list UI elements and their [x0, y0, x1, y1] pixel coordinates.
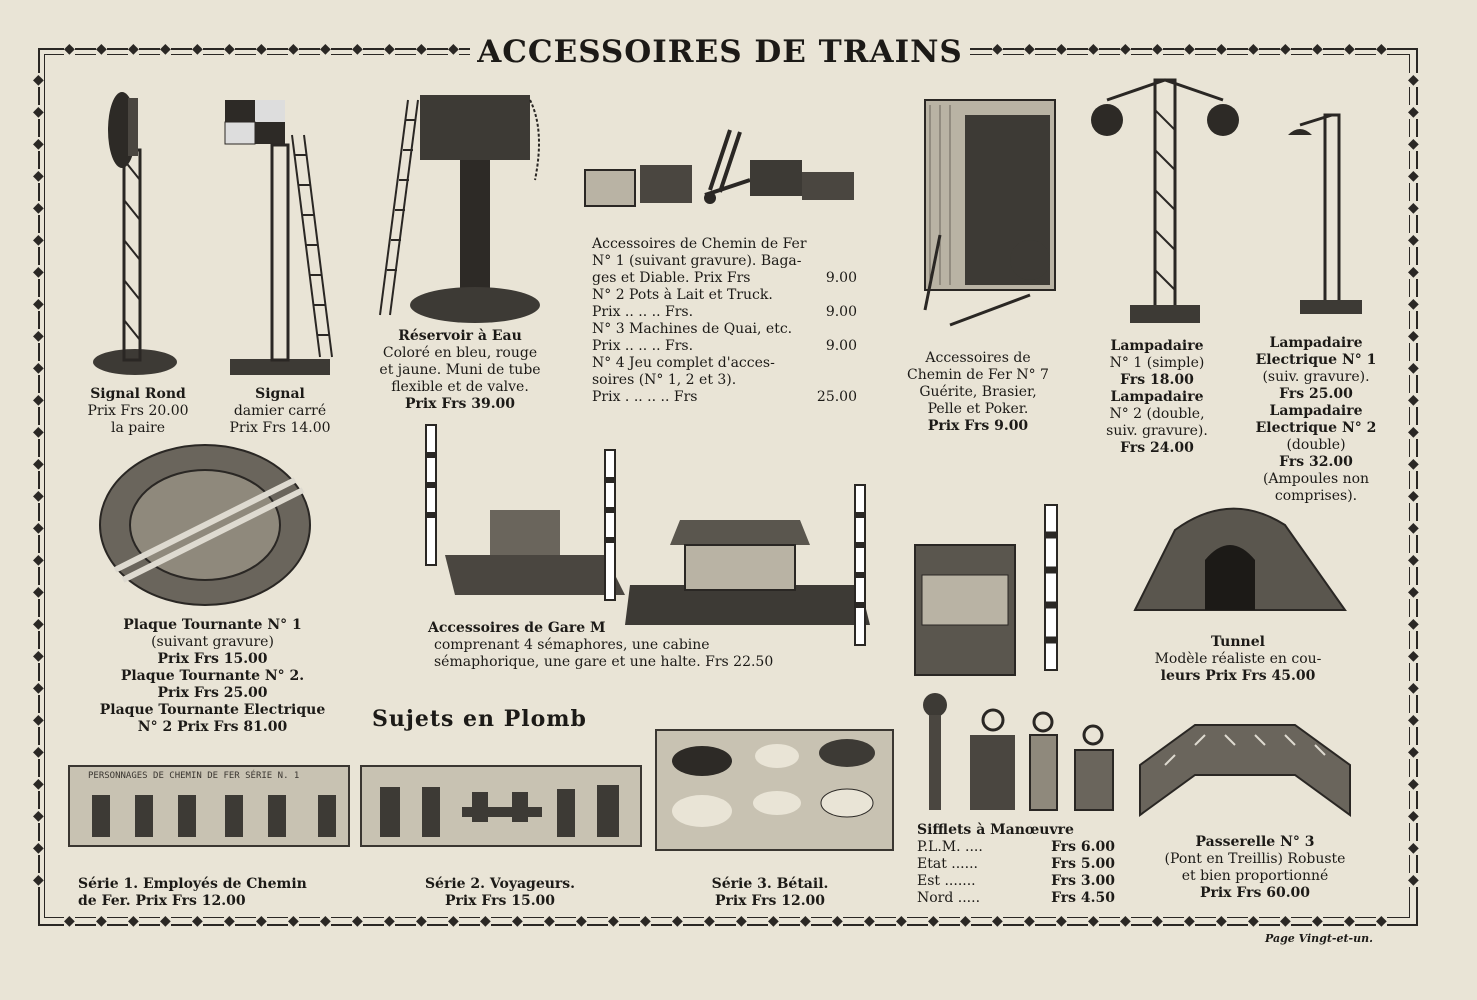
sifflet-row — [917, 873, 1115, 890]
border-diamond: ◆ — [736, 913, 747, 929]
serie-2-caption — [390, 876, 610, 910]
signal-damier-price: Prix Frs 14.00 — [229, 420, 331, 436]
chemin-fer-line — [592, 389, 857, 406]
border-diamond: ◆ — [1248, 913, 1259, 929]
reservoir-line: Coloré en bleu, rouge — [382, 345, 538, 361]
border-diamond: ◆ — [33, 776, 44, 792]
border-diamond: ◆ — [33, 840, 44, 856]
border-diamond: ◆ — [33, 616, 44, 632]
border-diamond: ◆ — [33, 72, 44, 88]
border-diamond: ◆ — [1408, 264, 1419, 280]
tunnel-price: leurs Prix Frs 45.00 — [1160, 668, 1316, 684]
border-diamond: ◆ — [1408, 616, 1419, 632]
signal-rond-caption — [68, 386, 208, 437]
guerite-illustration — [910, 95, 1070, 330]
border-diamond: ◆ — [672, 913, 683, 929]
border-diamond: ◆ — [1024, 913, 1035, 929]
tunnel-illustration — [1130, 500, 1350, 620]
serie-1-caption — [78, 876, 348, 910]
lampadaire-elec-line: (double) — [1286, 437, 1346, 453]
border-diamond: ◆ — [33, 584, 44, 600]
border-diamond: ◆ — [33, 232, 44, 248]
cabine-illustration — [910, 495, 1090, 685]
chemin-fer-line-text: N° 1 (suivant gravure). Baga- — [592, 253, 802, 269]
lampadaire-elec-title: Lampadaire — [1269, 403, 1363, 419]
chemin-fer-line — [592, 270, 857, 287]
sifflet-name: P.L.M. .... — [917, 839, 983, 855]
reservoir-price: Prix Frs 39.00 — [404, 396, 516, 412]
border-diamond: ◆ — [1408, 456, 1419, 472]
border-diamond: ◆ — [1024, 41, 1035, 57]
border-diamond: ◆ — [1408, 808, 1419, 824]
border-diamond: ◆ — [33, 680, 44, 696]
signal-rond-illustration — [80, 90, 190, 380]
border-diamond: ◆ — [288, 913, 299, 929]
border-diamond: ◆ — [33, 872, 44, 888]
border-diamond: ◆ — [1408, 296, 1419, 312]
serie-2-title: Série 2. Voyageurs. — [424, 876, 576, 892]
border-diamond: ◆ — [1376, 913, 1387, 929]
border-diamond: ◆ — [96, 913, 107, 929]
sifflets-caption — [917, 822, 1115, 907]
guerite-line: Pelle et Poker. — [927, 401, 1029, 417]
lampadaire-elec-price: Frs 25.00 — [1279, 386, 1353, 402]
border-diamond: ◆ — [1280, 913, 1291, 929]
border-diamond: ◆ — [1120, 913, 1131, 929]
lampadaire-elec-price: Frs 32.00 — [1279, 454, 1353, 470]
border-diamond: ◆ — [768, 913, 779, 929]
signal-damier-title: Signal — [255, 386, 305, 402]
lampadaire-elec-line: (Ampoules non — [1262, 471, 1370, 487]
border-diamond: ◆ — [352, 913, 363, 929]
gare-title: Accessoires de Gare M — [428, 620, 606, 636]
sifflet-name: Est ....... — [917, 873, 976, 889]
chemin-fer-line-text: ges et Diable. Prix Frs — [592, 270, 751, 286]
chemin-fer-line-text: Prix .. .. .. Frs. — [592, 338, 694, 354]
border-diamond: ◆ — [33, 200, 44, 216]
border-diamond: ◆ — [256, 41, 267, 57]
border-diamond: ◆ — [1408, 424, 1419, 440]
lampadaire-elec-title: Electrique N° 1 — [1255, 352, 1377, 368]
page-number: Page Vingt-et-un. — [1265, 932, 1373, 945]
border-diamond: ◆ — [33, 328, 44, 344]
border-diamond: ◆ — [1408, 392, 1419, 408]
border-diamond: ◆ — [1408, 680, 1419, 696]
border-diamond: ◆ — [33, 296, 44, 312]
border-diamond: ◆ — [1408, 360, 1419, 376]
plaque-title: Plaque Tournante N° 1 — [123, 617, 302, 633]
border-diamond: ◆ — [320, 41, 331, 57]
border-diamond: ◆ — [608, 913, 619, 929]
sujets-en-plomb-heading: Sujets en Plomb — [372, 706, 587, 732]
border-diamond: ◆ — [33, 648, 44, 664]
reservoir-line: et jaune. Muni de tube — [379, 362, 541, 378]
chemin-fer-line-price: 9.00 — [825, 270, 857, 286]
lampadaire-illustration — [1085, 70, 1245, 330]
border-diamond: ◆ — [1408, 520, 1419, 536]
border-diamond: ◆ — [992, 913, 1003, 929]
border-diamond: ◆ — [1408, 584, 1419, 600]
plaque-caption — [75, 617, 350, 736]
border-diamond: ◆ — [1408, 200, 1419, 216]
chemin-fer-line-price: 9.00 — [825, 304, 857, 320]
border-diamond: ◆ — [33, 488, 44, 504]
guerite-line: Accessoires de — [925, 350, 1031, 366]
guerite-line: Chemin de Fer N° 7 — [907, 367, 1049, 383]
border-diamond: ◆ — [33, 808, 44, 824]
border-diamond: ◆ — [33, 424, 44, 440]
lampadaire-title: Lampadaire — [1110, 338, 1204, 354]
border-diamond: ◆ — [992, 41, 1003, 57]
border-diamond: ◆ — [33, 360, 44, 376]
passerelle-price: Prix Frs 60.00 — [1199, 885, 1311, 901]
guerite-caption — [893, 350, 1063, 435]
lampadaire-line: N° 2 (double, — [1109, 406, 1205, 422]
reservoir-caption — [350, 328, 570, 413]
lampadaire-price: Frs 24.00 — [1120, 440, 1194, 456]
chemin-fer-line-text: N° 3 Machines de Quai, etc. — [592, 321, 793, 337]
sifflet-price: Frs 3.00 — [1051, 873, 1115, 889]
passerelle-line: et bien proportionné — [1181, 868, 1329, 884]
sifflet-price: Frs 4.50 — [1051, 890, 1115, 906]
border-diamond: ◆ — [192, 41, 203, 57]
border-diamond: ◆ — [1344, 913, 1355, 929]
plaque-tournante-illustration — [95, 440, 315, 610]
lampadaire-electrique-illustration — [1280, 95, 1380, 325]
plaque-price: Prix Frs 15.00 — [157, 651, 268, 667]
border-diamond: ◆ — [928, 913, 939, 929]
serie-3-plate — [655, 729, 894, 851]
tunnel-caption — [1118, 634, 1358, 685]
border-diamond: ◆ — [1312, 913, 1323, 929]
gare-line: sémaphorique, une gare et une halte. Frs 22.50 — [434, 654, 774, 670]
chemin-fer-lines — [592, 253, 857, 406]
passerelle-line: (Pont en Treillis) Robuste — [1164, 851, 1346, 867]
border-diamond: ◆ — [160, 41, 171, 57]
border-diamond: ◆ — [33, 104, 44, 120]
border-diamond: ◆ — [33, 456, 44, 472]
serie-1-plate-label: PERSONNAGES DE CHEMIN DE FER SÉRIE N. 1 — [88, 771, 300, 781]
border-diamond: ◆ — [1056, 41, 1067, 57]
border-diamond: ◆ — [1184, 41, 1195, 57]
signal-damier-desc: damier carré — [233, 403, 327, 419]
lampadaire-electrique-caption — [1240, 335, 1392, 505]
border-diamond: ◆ — [896, 913, 907, 929]
sifflets-heading: Sifflets à Manœuvre — [917, 822, 1074, 838]
figurines-betail — [657, 731, 892, 849]
border-diamond: ◆ — [33, 168, 44, 184]
signal-rond-price: Prix Frs 20.00 — [87, 403, 189, 419]
passerelle-illustration — [1135, 705, 1355, 825]
serie-3-caption — [670, 876, 870, 910]
border-diamond: ◆ — [704, 913, 715, 929]
tunnel-title: Tunnel — [1211, 634, 1265, 650]
chemin-fer-line — [592, 304, 857, 321]
signal-rond-note: la paire — [110, 420, 166, 436]
chemin-fer-heading: Accessoires de Chemin de Fer — [592, 236, 807, 252]
chemin-fer-line-price: 25.00 — [816, 389, 857, 405]
border-diamond: ◆ — [448, 913, 459, 929]
border-diamond: ◆ — [1344, 41, 1355, 57]
border-diamond: ◆ — [33, 744, 44, 760]
plaque-line: (suivant gravure) — [151, 634, 274, 650]
border-diamond: ◆ — [1408, 872, 1419, 888]
guerite-price: Prix Frs 9.00 — [927, 418, 1029, 434]
lampadaire-elec-title: Electrique N° 2 — [1255, 420, 1377, 436]
chemin-fer-line-price: 9.00 — [825, 338, 857, 354]
border-diamond: ◆ — [1408, 488, 1419, 504]
border-diamond: ◆ — [1408, 104, 1419, 120]
border-diamond: ◆ — [1184, 913, 1195, 929]
chemin-fer-line — [592, 253, 857, 270]
border-diamond: ◆ — [224, 41, 235, 57]
border-diamond: ◆ — [288, 41, 299, 57]
border-diamond: ◆ — [1056, 913, 1067, 929]
border-diamond: ◆ — [33, 136, 44, 152]
passerelle-caption — [1140, 834, 1370, 902]
border-diamond: ◆ — [1408, 552, 1419, 568]
serie-3-price: Prix Frs 12.00 — [714, 893, 826, 909]
serie-1-price: de Fer. Prix Frs 12.00 — [78, 893, 246, 909]
serie-1-plate — [68, 765, 350, 847]
border-diamond: ◆ — [1216, 913, 1227, 929]
border-diamond: ◆ — [352, 41, 363, 57]
lampadaire-elec-line: (suiv. gravure). — [1262, 369, 1370, 385]
reservoir-illustration — [370, 90, 550, 330]
lampadaire-line: N° 1 (simple) — [1109, 355, 1205, 371]
border-diamond: ◆ — [128, 913, 139, 929]
border-diamond: ◆ — [416, 913, 427, 929]
border-diamond: ◆ — [384, 913, 395, 929]
border-diamond: ◆ — [33, 520, 44, 536]
bagages-illustration — [580, 120, 860, 215]
border-diamond: ◆ — [1408, 168, 1419, 184]
serie-3-title: Série 3. Bétail. — [711, 876, 829, 892]
border-diamond: ◆ — [1408, 232, 1419, 248]
reservoir-title: Réservoir à Eau — [398, 328, 522, 344]
chemin-fer-line — [592, 372, 857, 389]
border-diamond: ◆ — [1120, 41, 1131, 57]
sifflet-row — [917, 856, 1115, 873]
border-diamond: ◆ — [1408, 744, 1419, 760]
border-diamond: ◆ — [1088, 41, 1099, 57]
border-diamond: ◆ — [33, 712, 44, 728]
lampadaire-elec-line: comprises). — [1274, 488, 1358, 504]
border-diamond: ◆ — [1408, 648, 1419, 664]
border-diamond: ◆ — [1408, 136, 1419, 152]
guerite-line: Guérite, Brasier, — [919, 384, 1037, 400]
border-diamond: ◆ — [448, 41, 459, 57]
lampadaire-price: Frs 18.00 — [1120, 372, 1194, 388]
chemin-fer-line-text: N° 4 Jeu complet d'acces- — [592, 355, 775, 371]
serie-2-plate — [360, 765, 642, 847]
reservoir-line: flexible et de valve. — [391, 379, 529, 395]
chemin-fer-line — [592, 338, 857, 355]
border-diamond: ◆ — [128, 41, 139, 57]
border-diamond: ◆ — [64, 913, 75, 929]
border-diamond: ◆ — [33, 264, 44, 280]
border-diamond: ◆ — [33, 392, 44, 408]
figurines-voyageurs — [362, 767, 640, 845]
border-diamond: ◆ — [544, 913, 555, 929]
border-diamond: ◆ — [832, 913, 843, 929]
border-diamond: ◆ — [96, 41, 107, 57]
border-diamond: ◆ — [480, 913, 491, 929]
border-diamond: ◆ — [864, 913, 875, 929]
sifflets-price-list — [917, 839, 1115, 907]
gare-caption — [428, 620, 858, 671]
border-diamond: ◆ — [1408, 840, 1419, 856]
border-diamond: ◆ — [1312, 41, 1323, 57]
chemin-fer-line — [592, 355, 857, 372]
sifflet-row — [917, 890, 1115, 907]
serie-1-title: Série 1. Employés de Chemin — [78, 876, 307, 892]
lampadaire-caption — [1082, 338, 1232, 457]
border-diamond: ◆ — [1248, 41, 1259, 57]
border-diamond: ◆ — [960, 913, 971, 929]
border-diamond: ◆ — [192, 913, 203, 929]
passerelle-title: Passerelle N° 3 — [1195, 834, 1315, 850]
border-diamond: ◆ — [1152, 913, 1163, 929]
sifflet-name: Nord ..... — [917, 890, 981, 906]
border-diamond: ◆ — [1152, 41, 1163, 57]
plaque-title: Plaque Tournante N° 2. — [120, 668, 305, 684]
border-diamond: ◆ — [1408, 72, 1419, 88]
border-diamond: ◆ — [1280, 41, 1291, 57]
border-diamond: ◆ — [1376, 41, 1387, 57]
border-diamond: ◆ — [64, 41, 75, 57]
lampadaire-elec-title: Lampadaire — [1269, 335, 1363, 351]
border-diamond: ◆ — [416, 41, 427, 57]
border-diamond: ◆ — [256, 913, 267, 929]
plaque-title: Plaque Tournante Electrique — [99, 702, 326, 718]
border-diamond: ◆ — [512, 913, 523, 929]
plaque-price: N° 2 Prix Frs 81.00 — [137, 719, 288, 735]
border-diamond: ◆ — [224, 913, 235, 929]
signal-damier-illustration — [220, 95, 350, 380]
sifflet-name: Etat ...... — [917, 856, 978, 872]
border-diamond: ◆ — [33, 552, 44, 568]
gare-illustration — [400, 415, 880, 650]
border-diamond: ◆ — [1088, 913, 1099, 929]
page-title: ACCESSOIRES DE TRAINS — [470, 30, 970, 74]
gare-line: comprenant 4 sémaphores, une cabine — [434, 637, 710, 653]
border-diamond: ◆ — [640, 913, 651, 929]
chemin-fer-line — [592, 287, 857, 304]
signal-damier-caption — [200, 386, 360, 437]
lampadaire-title: Lampadaire — [1110, 389, 1204, 405]
chemin-fer-line — [592, 321, 857, 338]
serie-2-price: Prix Frs 15.00 — [444, 893, 556, 909]
border-diamond: ◆ — [800, 913, 811, 929]
sifflets-illustration — [915, 690, 1120, 815]
border-diamond: ◆ — [320, 913, 331, 929]
border-diamond: ◆ — [576, 913, 587, 929]
chemin-fer-line-text: soires (N° 1, 2 et 3). — [592, 372, 737, 388]
border-diamond: ◆ — [384, 41, 395, 57]
sifflet-row — [917, 839, 1115, 856]
chemin-fer-line-text: Prix . .. .. .. Frs — [592, 389, 698, 405]
sifflet-price: Frs 6.00 — [1051, 839, 1115, 855]
sifflet-price: Frs 5.00 — [1051, 856, 1115, 872]
chemin-fer-caption — [592, 236, 857, 406]
border-diamond: ◆ — [1408, 712, 1419, 728]
plaque-price: Prix Frs 25.00 — [157, 685, 268, 701]
border-diamond: ◆ — [1216, 41, 1227, 57]
lampadaire-line: suiv. gravure). — [1106, 423, 1208, 439]
chemin-fer-line-text: Prix .. .. .. Frs. — [592, 304, 694, 320]
signal-rond-title: Signal Rond — [90, 386, 186, 402]
chemin-fer-line-text: N° 2 Pots à Lait et Truck. — [592, 287, 773, 303]
tunnel-line: Modèle réaliste en cou- — [1154, 651, 1322, 667]
border-diamond: ◆ — [1408, 328, 1419, 344]
border-diamond: ◆ — [160, 913, 171, 929]
border-diamond: ◆ — [1408, 776, 1419, 792]
